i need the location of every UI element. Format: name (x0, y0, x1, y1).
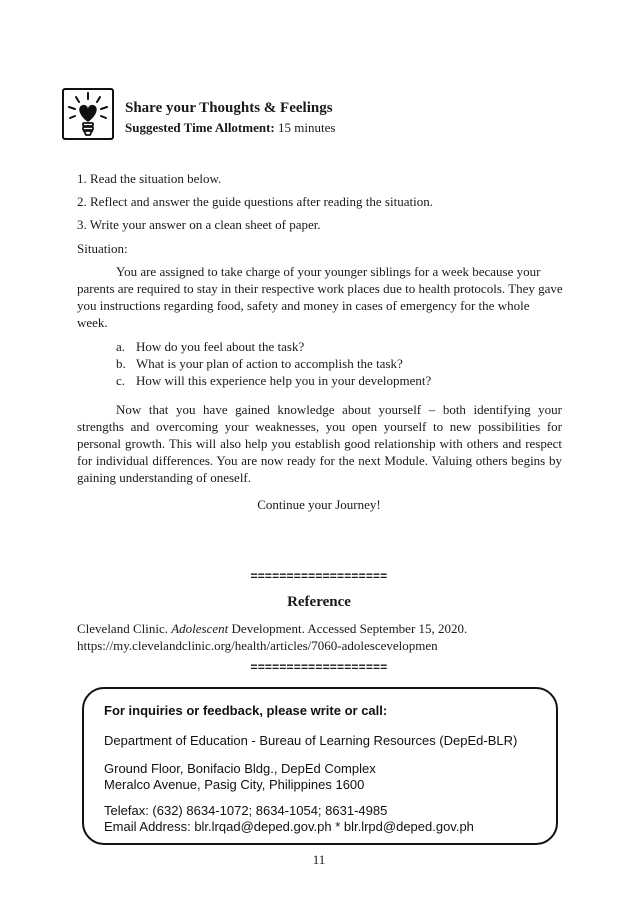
page-number: 11 (312, 852, 326, 867)
section-title: Share your Thoughts & Feelings (125, 100, 333, 116)
reference-entry (77, 620, 557, 654)
time-allotment-label: Suggested Time Allotment: (125, 120, 275, 135)
contact-telefax: Telefax: (632) 8634-1072; 8634-1054; 8631-4985 (104, 803, 388, 818)
question-item (116, 355, 546, 372)
contact-title: For inquiries or feedback, please write or call: (104, 703, 388, 718)
question-item (116, 372, 546, 389)
guide-questions (116, 338, 546, 389)
step-2: 2. Reflect and answer the guide questions after reading the situation. (77, 194, 433, 209)
question-text: How do you feel about the task? (136, 339, 305, 354)
question-letter: c. (116, 373, 126, 388)
contact-email: Email Address: blr.lrqad@deped.gov.ph * blr.lrpd@deped.gov.ph (104, 819, 474, 834)
continue-text: Continue your Journey! (257, 497, 381, 512)
time-allotment (125, 120, 335, 136)
reference-url[interactable]: https://my.clevelandclinic.org/health/articles/7060-adolescevelopmen (77, 638, 438, 653)
separator-bottom: =================== (250, 660, 388, 674)
question-letter: a. (116, 339, 126, 354)
question-letter: b. (116, 356, 126, 371)
contact-box (82, 687, 558, 845)
situation-label: Situation: (77, 241, 128, 256)
time-allotment-value: 15 minutes (278, 120, 336, 135)
lightbulb-heart-icon (62, 88, 114, 140)
closing-paragraph: Now that you have gained knowledge about yourself – both identifying your strengths and overcoming your weaknesses, you open yourself to new possibilities for personal growth. This will also help you establish good relationship with others and respect for individual differences. You are now ready for the next Module. Valuing others begins by gaining understanding of oneself. (77, 402, 562, 485)
separator-top: =================== (250, 569, 388, 583)
situation-paragraph: You are assigned to take charge of your younger siblings for a week because your parents are required to stay in their respective work places due to health protocols. They gave you instructions regarding food, safety and money in cases of emergency for the whole week. (77, 264, 563, 330)
reference-suffix: Development. Accessed September 15, 2020. (228, 621, 468, 636)
reference-italic: Adolescent (171, 621, 229, 636)
reference-prefix: Cleveland Clinic. (77, 621, 172, 636)
contact-address-2: Meralco Avenue, Pasig City, Philippines 1600 (104, 777, 365, 792)
step-3: 3. Write your answer on a clean sheet of paper. (77, 217, 321, 232)
question-text: What is your plan of action to accomplish the task? (136, 356, 403, 371)
question-text: How will this experience help you in your development? (136, 373, 432, 388)
contact-address-1: Ground Floor, Bonifacio Bldg., DepEd Complex (104, 761, 376, 776)
step-1: 1. Read the situation below. (77, 171, 222, 186)
reference-title: Reference (287, 594, 351, 610)
contact-department: Department of Education - Bureau of Learning Resources (DepEd-BLR) (104, 733, 518, 748)
question-item (116, 338, 546, 355)
